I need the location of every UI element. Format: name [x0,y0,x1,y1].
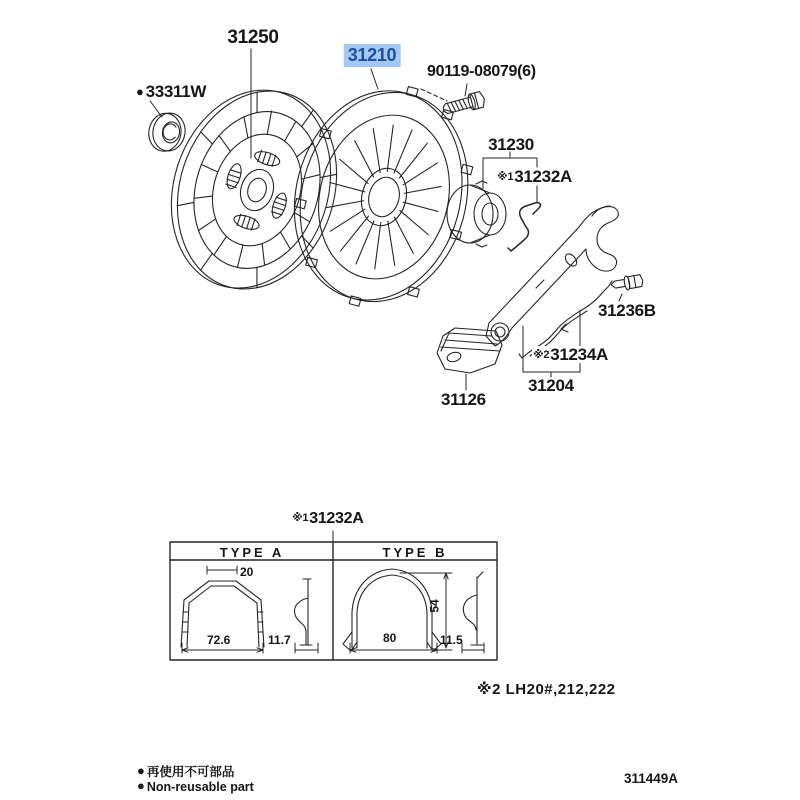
figure-code: 311449A [624,771,679,786]
non-reusable-bullet-icon: ● [137,763,145,778]
disc-facing-ring [174,95,339,285]
dim-type-b-side-width: 11.5 [440,633,463,647]
part-label-release-bearing[interactable]: 31230 [488,135,534,154]
table-title-clip[interactable] [292,511,363,527]
boot-drawing[interactable] [437,328,502,373]
release-bearing-drawing[interactable] [447,181,506,247]
disc-spring-right-coils [271,197,287,215]
disc-spring-bottom-coils [237,214,255,230]
fork-window [563,252,579,269]
part-number: 33311W [145,82,207,101]
part-number: 31234A [550,345,608,364]
type-a-clip-side [295,579,313,645]
part-label-fork-support[interactable] [532,346,609,363]
release-bearing-bore [482,203,498,225]
non-reusable-bullet-icon: ● [136,84,144,99]
release-bearing-shell [470,181,490,247]
type-a-leg-hatch [183,612,263,632]
cover-hub-ring [355,163,413,230]
dim-type-a-bottom-width: 72.6 [207,633,231,647]
part-label-pilot-bearing[interactable] [136,83,206,100]
part-label-set-bolt[interactable]: 90119-08079(6) [427,63,536,80]
bearing-inner-curl [162,123,177,141]
footnote-1-mark: ※1 [497,171,514,183]
dim-type-b-height: 54 [427,599,442,613]
part-label-clutch-disc[interactable]: 31250 [227,27,279,48]
non-reusable-bullet-icon: ● [137,778,145,793]
footnote-applicability [477,682,616,697]
pivot-washer [623,276,630,291]
footnote-text: LH20#,212,222 [505,681,616,698]
dim-type-b-bottom-width: 80 [383,631,397,645]
disc-spring-top-coils [258,150,276,166]
dim-type-a-top-width: 20 [240,565,254,579]
clip-drawing[interactable] [508,203,540,251]
pivot-shank [611,279,626,288]
fork-pivot-drawing[interactable] [610,273,644,292]
footnote-2-mark: ※2 [533,349,550,361]
set-bolt-drawing[interactable] [442,91,487,117]
legend-jp [137,764,234,779]
disc-radial-lines [175,96,339,285]
table-header-type-b: TYPE B [382,545,448,560]
legend-jp-text: 再使用不可部品 [146,765,235,779]
footnote-1-mark: ※1 [292,512,309,524]
disc-facing-segments [160,79,354,301]
legend-en [137,779,254,794]
part-label-fork-pivot[interactable]: 31236B [598,301,656,320]
part-number: 31232A [309,510,364,527]
type-a-top-dim [207,566,237,574]
pilot-bearing-drawing[interactable] [146,110,188,155]
part-label-clip[interactable] [496,168,573,185]
dim-type-a-side-width: 11.7 [268,633,291,647]
part-number: 31232A [514,167,572,186]
release-fork-drawing[interactable] [486,206,618,346]
cover-center-hole [364,174,403,220]
table-header-type-a: TYPE A [219,545,285,560]
part-label-clutch-cover-highlighted[interactable]: 31210 [344,44,401,67]
legend-en-text: Non-reusable part [146,780,254,794]
type-b-clip-side [463,572,483,645]
part-label-release-fork[interactable]: 31204 [528,376,574,395]
part-label-boot[interactable]: 31126 [441,390,486,409]
clutch-disc-drawing[interactable] [147,68,362,311]
disc-hub-spline [245,176,270,204]
footnote-2-mark: ※2 [477,681,501,698]
fork-pivot-boss [491,323,509,341]
bolt-alignment-dashes [421,89,447,101]
boot-opening [446,351,462,363]
leader-lines [150,49,622,542]
